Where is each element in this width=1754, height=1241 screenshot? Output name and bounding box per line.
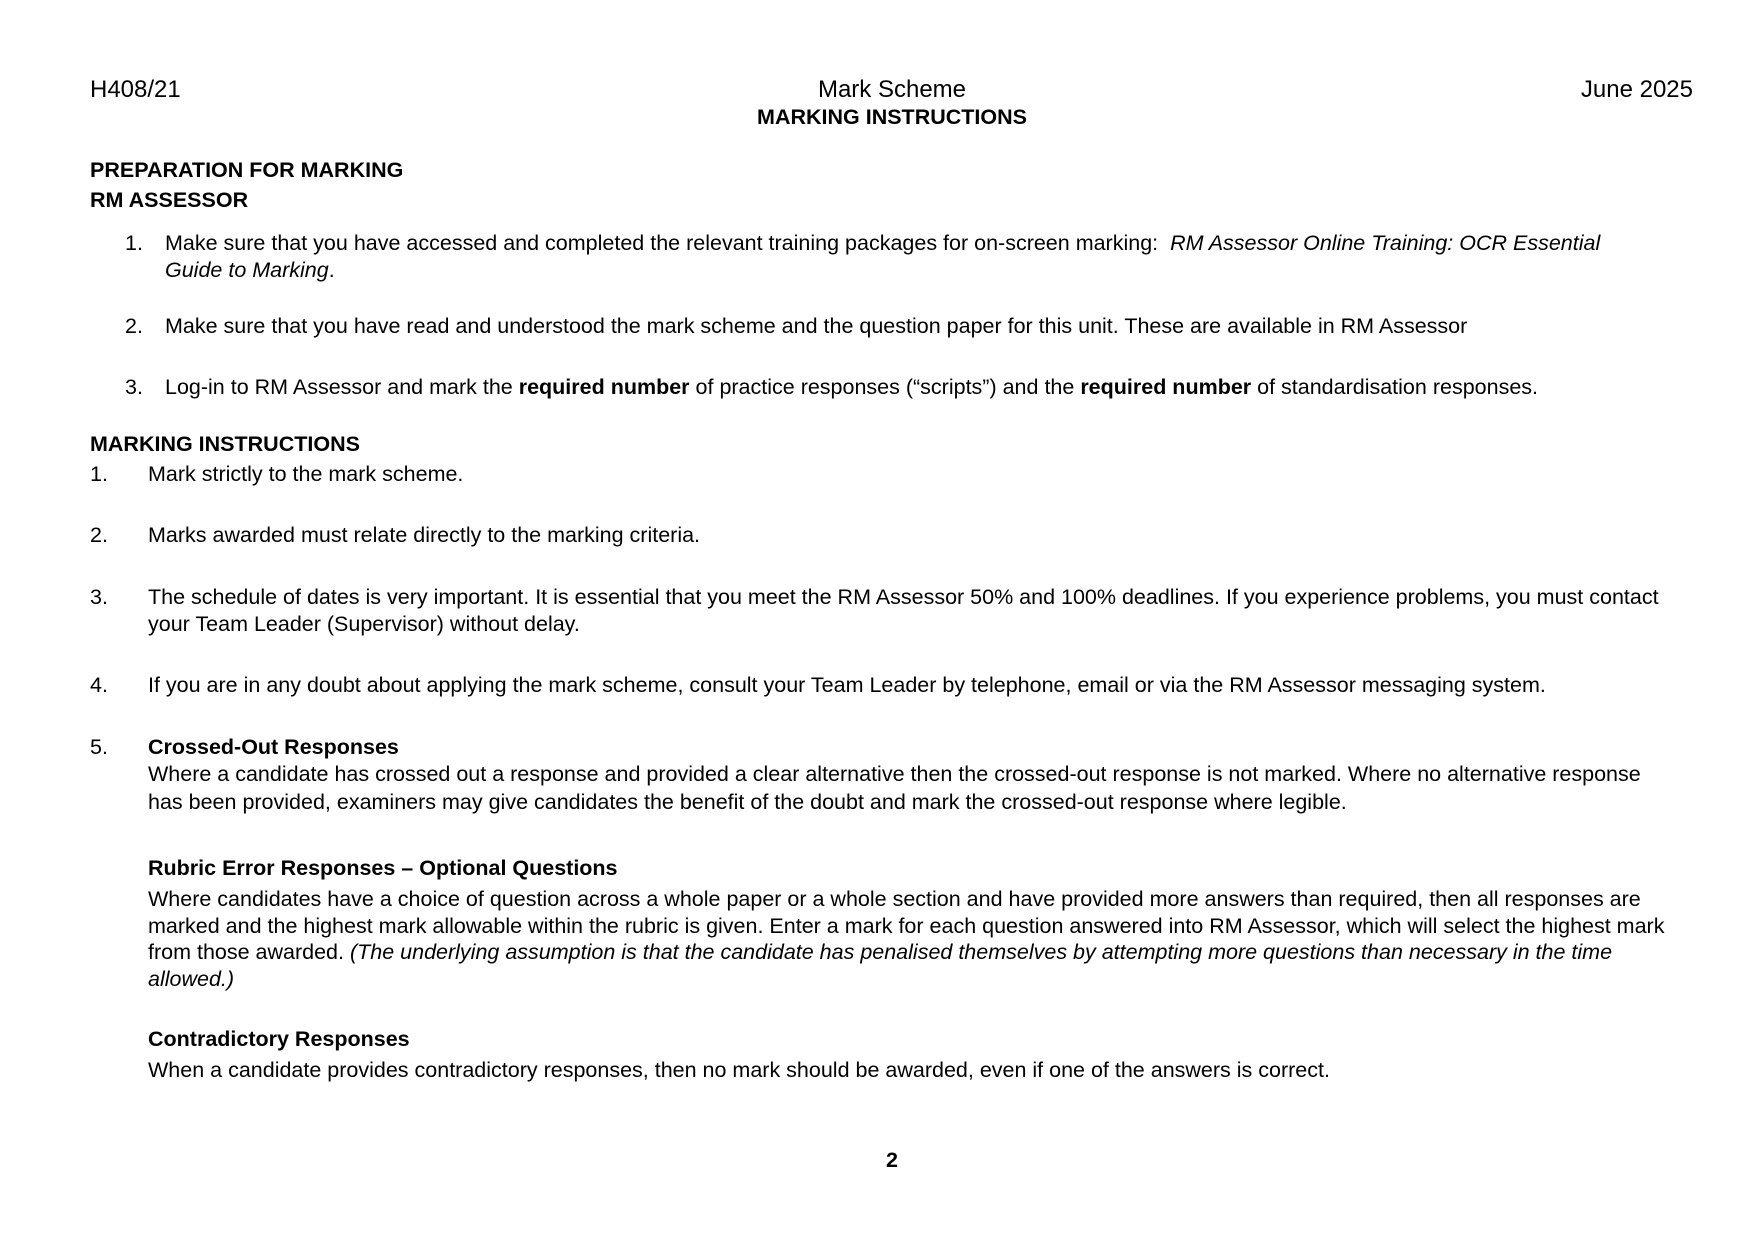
prep-item-3-bold-1: required number (518, 375, 690, 399)
prep-item-1-number: 1. (125, 231, 143, 255)
marking-heading: MARKING INSTRUCTIONS (90, 432, 360, 456)
rubric-error-paragraph (148, 886, 1698, 992)
paper-code: H408/21 (90, 76, 181, 103)
rubric-error-note: (The underlying assumption is that the candidate has penalised themselves by attempting more questions than necessary in the time allowed.) (148, 940, 1613, 991)
page-subtitle: MARKING INSTRUCTIONS (757, 105, 1027, 129)
prep-item-1-guide: RM Assessor Online Training: OCR Essential Guide to Marking (165, 231, 1601, 282)
crossed-out-heading: Crossed-Out Responses (148, 735, 399, 759)
prep-item-1-end: . (328, 257, 335, 282)
document-title: Mark Scheme (817, 76, 967, 103)
prep-item-3-part-c: of practice responses (“scripts”) and the (689, 375, 1081, 399)
marking-item-5-number: 5. (90, 735, 108, 759)
marking-item-1-text: Mark strictly to the mark scheme. (148, 462, 464, 486)
crossed-out-text: Where a candidate has crossed out a response and provided a clear alternative then the crossed-out response is not marked. Where no alternative response has been provided, examiners may give candidates the benefit of the doubt and mark the crossed-out response where legible. (148, 762, 1641, 814)
marking-item-2-text: Marks awarded must relate directly to the marking criteria. (148, 523, 701, 547)
prep-item-2-text: Make sure that you have read and understood the mark scheme and the question paper for this unit. These are available in RM Assessor (165, 314, 1468, 338)
marking-item-2-number: 2. (90, 523, 108, 547)
prep-item-3-bold-2: required number (1080, 375, 1252, 399)
exam-date: June 2025 (1580, 76, 1693, 103)
prep-item-3-part-a: Log-in to RM Assessor and mark the (165, 375, 519, 399)
page-number: 2 (886, 1148, 898, 1172)
marking-item-1-number: 1. (90, 462, 108, 486)
prep-item-3 (165, 374, 1725, 401)
marking-item-3-number: 3. (90, 585, 108, 609)
marking-item-3-text: The schedule of dates is very important. It is essential that you meet the RM Assessor 50% and 100% deadlines. If you experience problems, you must contact your Team Leader (Supervisor) without delay. (148, 585, 1659, 636)
rubric-error-heading: Rubric Error Responses – Optional Questions (148, 856, 618, 880)
marking-item-4-number: 4. (90, 673, 108, 697)
prep-item-1-text: Make sure that you have accessed and completed the relevant training packages for on-screen marking: (165, 231, 1159, 255)
marking-item-4-text: If you are in any doubt about applying the mark scheme, consult your Team Leader by telephone, email or via the RM Assessor messaging system. (148, 673, 1546, 697)
prep-item-3-part-d: of standardisation responses. (1251, 375, 1538, 399)
prep-item-3-number: 3. (125, 375, 143, 399)
contradictory-heading: Contradictory Responses (148, 1027, 410, 1051)
prep-heading: PREPARATION FOR MARKING (90, 158, 404, 182)
contradictory-text: When a candidate provides contradictory responses, then no mark should be awarded, even if one of the answers is correct. (148, 1058, 1330, 1082)
prep-subheading: RM ASSESSOR (90, 188, 249, 212)
rubric-error-text: Where candidates have a choice of question across a whole paper or a whole section and have provided more answers than required, then all responses are marked and the highest mark allowable within the rubric is given. Enter a mark for each question answered into RM Assessor, which will select the highest mark from those awarded. (148, 887, 1665, 964)
prep-item-1 (165, 230, 1645, 283)
prep-item-2-number: 2. (125, 314, 143, 338)
